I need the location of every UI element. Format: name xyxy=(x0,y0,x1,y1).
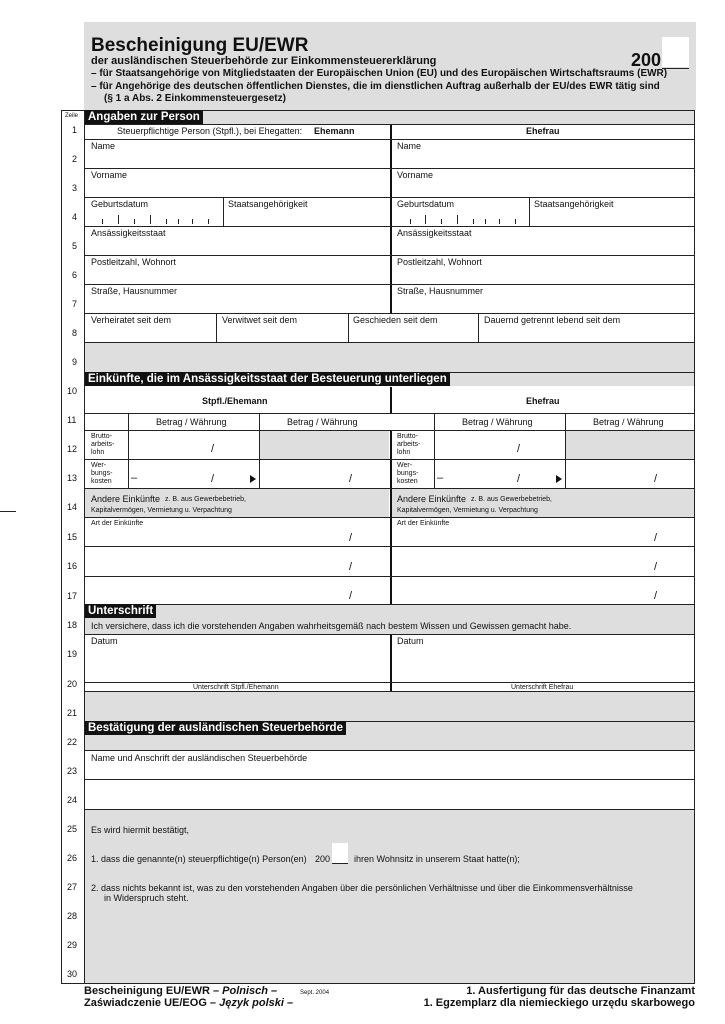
geburtsdatum-label: Geburtsdatum xyxy=(397,199,455,209)
line-number: 4 xyxy=(72,212,78,222)
name-input-ehemann[interactable] xyxy=(85,140,389,168)
slash-separator: / xyxy=(211,443,215,455)
art-label: Art der Einkünfte xyxy=(397,520,450,527)
row1-ehemann-label: Ehemann xyxy=(314,126,355,136)
arrow-right-icon xyxy=(556,475,562,483)
minus-sign: – xyxy=(437,472,444,484)
name-label: Name xyxy=(397,141,422,151)
income-head-ehemann: Stpfl./Ehemann xyxy=(202,396,268,406)
werbung-label: Wer- xyxy=(397,462,413,469)
line-number: 27 xyxy=(67,882,78,892)
line-number: 8 xyxy=(72,328,78,338)
section-title-authority: Bestätigung der ausländischen Steuerbehörde xyxy=(85,721,346,735)
getrennt-label: Dauernd getrennt lebend seit dem xyxy=(484,315,621,325)
line-number: 1 xyxy=(72,125,78,135)
strasse-label: Straße, Hausnummer xyxy=(91,286,178,296)
footer-left1: Bescheinigung EU/EWR – xyxy=(84,985,220,997)
minus-sign: – xyxy=(131,472,138,484)
werbung-input-ehefrau-2[interactable] xyxy=(566,460,694,488)
line-number: 20 xyxy=(67,679,78,689)
confirm-item-1b: ihren Wohnsitz in unserem Staat hatte(n); xyxy=(354,854,520,864)
footer-title-de xyxy=(84,986,277,997)
andere-input-ehemann-16[interactable] xyxy=(85,547,389,576)
werbung-input-ehemann-2[interactable] xyxy=(260,460,389,488)
vorname-label: Vorname xyxy=(91,170,128,180)
datum-label: Datum xyxy=(91,636,118,646)
geschieden-label: Geschieden seit dem xyxy=(353,315,438,325)
vorname-label: Vorname xyxy=(397,170,434,180)
footer-left1-it: Polnisch – xyxy=(222,985,278,997)
confirm-item-2: 2. dass nichts bekannt ist, was zu den vorstehenden Angaben über die persönlichen Verhältnisse und über die Einkommensverhältnisse xyxy=(91,883,633,893)
line-number: 26 xyxy=(67,853,78,863)
header-bullet-2: – für Angehörige des deutschen öffentlichen Dienstes, die im dienstlichen Auftrag außerhalb der EU/des EWR tätig sind xyxy=(91,81,660,92)
andere-small-label: z. B. aus Gewerbebetrieb, xyxy=(471,496,552,503)
line-number: 29 xyxy=(67,940,78,950)
brutto-label: lohn xyxy=(91,449,105,456)
andere-input-ehefrau-17[interactable] xyxy=(392,577,694,604)
line-number: 11 xyxy=(67,415,77,425)
section-title-signature: Unterschrift xyxy=(85,604,156,618)
row1-left-label: Steuerpflichtige Person (Stpfl.), bei Ehegatten: xyxy=(117,126,303,136)
section-title-income: Einkünfte, die im Ansässigkeitsstaat der Besteuerung unterliegen xyxy=(85,372,450,386)
ansaessigkeitsstaat-label: Ansässigkeitsstaat xyxy=(91,228,166,238)
geburtsdatum-label: Geburtsdatum xyxy=(91,199,149,209)
name-label: Name xyxy=(91,141,116,151)
line-number: 13 xyxy=(67,473,78,483)
staatsangehoerigkeit-label: Staatsangehörigkeit xyxy=(534,199,614,209)
slash-separator: / xyxy=(211,473,215,485)
zeile-label: Zeile xyxy=(65,113,79,119)
line-number: 5 xyxy=(72,241,78,251)
plz-wohnort-label: Postleitzahl, Wohnort xyxy=(91,257,176,267)
ansaessigkeitsstaat-label: Ansässigkeitsstaat xyxy=(397,228,472,238)
section-title-person: Angaben zur Person xyxy=(85,110,203,124)
line-number: 17 xyxy=(67,591,78,601)
andere-small2-label: Kapitalvermögen, Vermietung u. Verpachtung xyxy=(91,507,232,514)
year-input[interactable] xyxy=(662,37,689,67)
werbung-input-ehemann-1[interactable] xyxy=(129,460,259,488)
footer-title-pl xyxy=(84,998,293,1009)
vorname-input-ehefrau[interactable] xyxy=(392,169,694,197)
footer-date: Sept. 2004 xyxy=(300,990,330,996)
line-number: 3 xyxy=(72,183,78,193)
row1-ehefrau-label: Ehefrau xyxy=(526,126,560,136)
line-number: 7 xyxy=(72,299,78,309)
brutto-input-ehefrau-1[interactable] xyxy=(435,431,565,459)
betrag-label: Betrag / Währung xyxy=(287,417,358,427)
line-number: 9 xyxy=(72,357,78,367)
line-number: 21 xyxy=(67,708,78,718)
line-number: 14 xyxy=(67,502,78,512)
werbung-label: kosten xyxy=(397,478,418,485)
slash-separator: / xyxy=(654,473,658,485)
line-number: 12 xyxy=(67,444,78,454)
andere-input-ehefrau-16[interactable] xyxy=(392,547,694,576)
brutto-label: Brutto- xyxy=(397,433,419,440)
footer-left2: Zaświadczenie UE/EOG – xyxy=(84,997,217,1009)
werbung-input-ehefrau-1[interactable] xyxy=(435,460,565,488)
slash-separator: / xyxy=(517,443,521,455)
income-head-ehefrau: Ehefrau xyxy=(526,396,560,406)
slash-separator: / xyxy=(349,532,353,544)
footer-copy-de: 1. Ausfertigung für das deutsche Finanzamt xyxy=(466,985,695,997)
slash-separator: / xyxy=(654,561,658,573)
signature-statement: Ich versichere, dass ich die vorstehenden Angaben wahrheitsgemäß nach bestem Wissen und Gewissen gemacht habe. xyxy=(91,621,572,631)
confirm-text: Es wird hiermit bestätigt, xyxy=(91,825,190,835)
line-number: 25 xyxy=(67,824,78,834)
art-label: Art der Einkünfte xyxy=(91,520,144,527)
line-number: 24 xyxy=(67,795,78,805)
line-number: 15 xyxy=(67,532,78,542)
form-subtitle: der ausländischen Steuerbehörde zur Einkommensteuererklärung xyxy=(91,55,437,67)
line-number: 28 xyxy=(67,911,78,921)
strasse-label: Straße, Hausnummer xyxy=(397,286,484,296)
confirm-year-prefix: 200 xyxy=(315,854,331,864)
staatsangehoerigkeit-label: Staatsangehörigkeit xyxy=(228,199,308,209)
verwitwet-label: Verwitwet seit dem xyxy=(222,315,298,325)
authority-name-label: Name und Anschrift der ausländischen Steuerbehörde xyxy=(91,753,308,763)
andere-label: Andere Einkünfte xyxy=(91,494,161,504)
vorname-input-ehemann[interactable] xyxy=(85,169,389,197)
form-title: Bescheinigung EU/EWR xyxy=(91,35,309,56)
brutto-label: lohn xyxy=(397,449,411,456)
name-input-ehefrau[interactable] xyxy=(392,140,694,168)
footer-left2-it: Język polski – xyxy=(219,997,294,1009)
line-number: 10 xyxy=(67,386,78,396)
betrag-label: Betrag / Währung xyxy=(462,417,533,427)
verheiratet-label: Verheiratet seit dem xyxy=(91,315,172,325)
betrag-label: Betrag / Währung xyxy=(156,417,227,427)
line-number: 30 xyxy=(67,969,78,979)
brutto-label: arbeits- xyxy=(397,441,421,448)
line-number: 23 xyxy=(67,766,78,776)
slash-separator: / xyxy=(654,590,658,602)
year-prefix: 200 xyxy=(631,50,662,70)
sig-label-ehefrau: Unterschrift Ehefrau xyxy=(511,684,574,691)
werbung-label: bungs- xyxy=(397,470,419,477)
plz-wohnort-label: Postleitzahl, Wohnort xyxy=(397,257,482,267)
line-number: 19 xyxy=(67,649,78,659)
footer-copy-pl: 1. Egzemplarz dla niemieckiego urzędu skarbowego xyxy=(423,997,695,1009)
line-number: 2 xyxy=(72,154,78,164)
authority-address-input[interactable] xyxy=(85,780,694,809)
confirm-item-1: 1. dass die genannte(n) steuerpflichtige(n) Person(en) xyxy=(91,854,307,864)
slash-separator: / xyxy=(654,532,658,544)
confirm-year-input[interactable] xyxy=(332,843,348,863)
line-number: 6 xyxy=(72,270,78,280)
werbung-label: Wer- xyxy=(91,462,107,469)
datum-label: Datum xyxy=(397,636,424,646)
brutto-input-ehemann-1[interactable] xyxy=(129,431,259,459)
header-bullet-1: – für Staatsangehörige von Mitgliedstaaten der Europäischen Union (EU) und des Europäischen Wirtschaftsraums (EWR) xyxy=(91,68,668,79)
andere-small2-label: Kapitalvermögen, Vermietung u. Verpachtung xyxy=(397,507,538,514)
header-bullet-3: (§ 1 a Abs. 2 Einkommensteuergesetz) xyxy=(104,93,286,104)
line-number: 16 xyxy=(67,561,78,571)
werbung-label: bungs- xyxy=(91,470,113,477)
line-number: 18 xyxy=(67,620,78,630)
brutto-label: Brutto- xyxy=(91,433,113,440)
confirm-item-2b: in Widerspruch steht. xyxy=(104,893,189,903)
slash-separator: / xyxy=(349,590,353,602)
slash-separator: / xyxy=(349,561,353,573)
arrow-right-icon xyxy=(250,475,256,483)
slash-separator: / xyxy=(517,473,521,485)
sig-label-ehemann: Unterschrift Stpfl./Ehemann xyxy=(193,684,279,691)
line-number: 22 xyxy=(67,737,78,747)
andere-label: Andere Einkünfte xyxy=(397,494,467,504)
slash-separator: / xyxy=(349,473,353,485)
andere-input-ehemann-17[interactable] xyxy=(85,577,389,604)
andere-small-label: z. B. aus Gewerbebetrieb, xyxy=(165,496,246,503)
brutto-label: arbeits- xyxy=(91,441,115,448)
betrag-label: Betrag / Währung xyxy=(593,417,664,427)
werbung-label: kosten xyxy=(91,478,112,485)
